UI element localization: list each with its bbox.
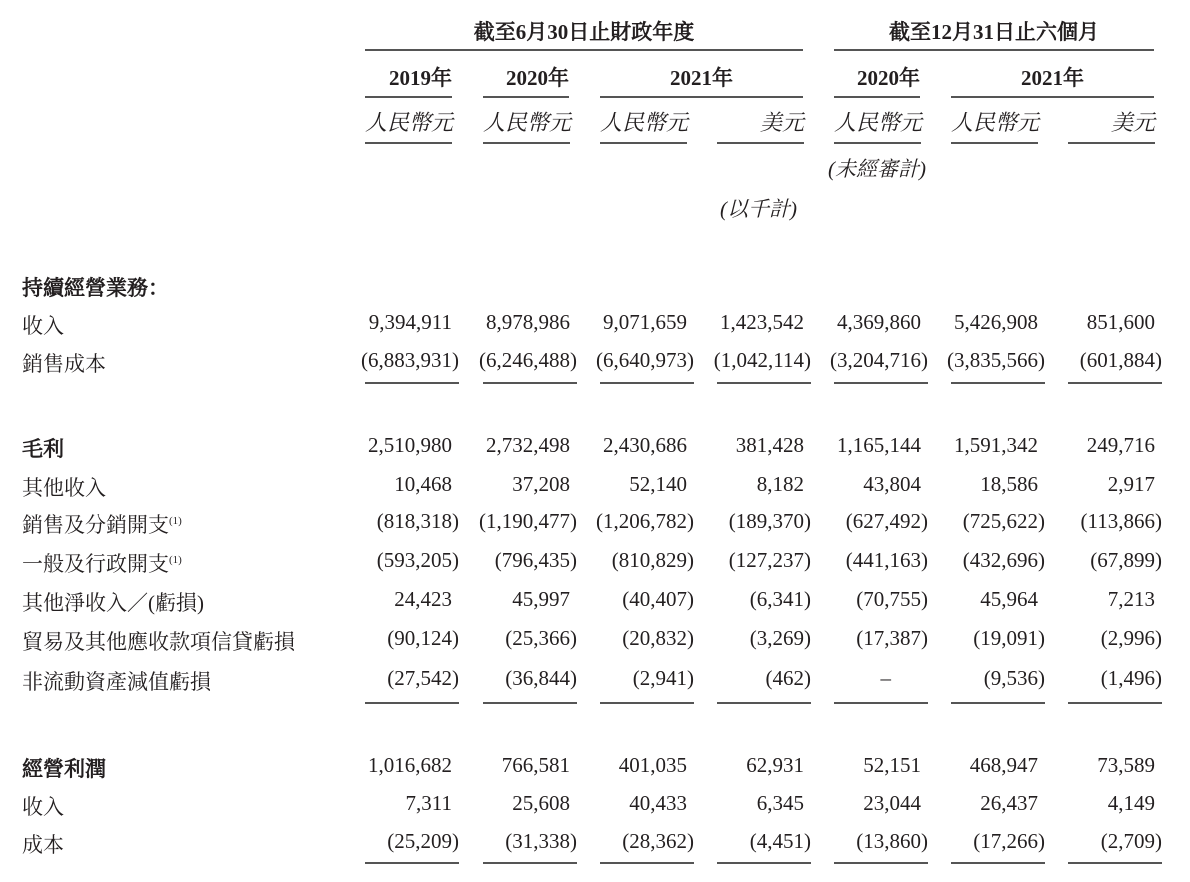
cell-value: 25,608 [512,791,570,815]
table-cell [677,666,811,691]
cell-value: 8,978,986 [486,310,570,334]
table-cell [1028,626,1162,651]
year-header: 2021年 [1021,66,1084,90]
year-header: 2019年 [389,66,452,90]
cell-value: (818,318) [376,509,459,533]
row-label [22,348,106,378]
table-cell [677,472,804,497]
table-cell [911,587,1038,612]
row-label [22,829,64,859]
row-label-text: 非流動資產減值虧損 [22,670,211,694]
table-cell [1028,472,1155,497]
divider-line [834,96,920,98]
table-cell [560,348,694,373]
currency-header: 人民幣元 [365,110,454,135]
table-cell [794,348,928,373]
cell-value: 4,369,860 [837,310,921,334]
cell-value: (31,338) [505,829,577,853]
row-label-text: 銷售及分銷開支 [22,513,169,537]
table-row [0,433,1190,461]
row-label-text: 一般及行政開支 [22,552,169,576]
table-cell [677,753,804,778]
table-cell [1028,433,1155,458]
section-title: 持續經營業務： [22,276,169,300]
cell-value: (3,269) [749,626,811,650]
table-row [0,626,1190,654]
row-label [22,472,106,502]
cell-value: (25,209) [387,829,459,853]
cell-value: (25,366) [505,626,577,650]
table-cell [677,791,804,816]
table-row [0,548,1190,576]
table-cell [677,587,811,612]
table-cell [911,472,1038,497]
table-cell [911,509,1045,534]
row-label [22,587,204,617]
table-cell [443,433,570,458]
table-cell [560,791,687,816]
table-cell [911,666,1045,691]
row-label [22,310,64,340]
row-label-text: 毛利 [22,437,64,461]
cell-value: (6,640,973) [596,348,694,372]
cell-value: 851,600 [1086,310,1155,334]
divider-line [717,862,811,864]
cell-value: (28,362) [622,829,694,853]
divider-line [600,96,803,98]
row-label [22,753,106,783]
cell-value: (1,496) [1100,666,1162,690]
table-cell [794,666,921,691]
divider-line [1068,862,1162,864]
table-cell [325,310,452,335]
table-cell [677,433,804,458]
divider-line [483,862,577,864]
cell-value: 52,140 [629,472,687,496]
divider-line [717,382,811,384]
table-cell [443,829,577,854]
table-cell [443,348,577,373]
cell-value: (113,866) [1080,509,1162,533]
divider-line [834,142,921,144]
table-cell [443,509,577,534]
divider-line [365,862,459,864]
currency-header: 人民幣元 [834,110,923,135]
table-cell [325,587,452,612]
in-thousands-note: (以千計) [720,197,797,221]
table-cell [560,472,687,497]
table-cell [560,626,694,651]
divider-line [365,96,452,98]
table-cell [1028,753,1155,778]
divider-line [483,382,577,384]
table-row [0,791,1190,819]
row-label-text: 收入 [22,795,64,819]
cell-value: (2,996) [1100,626,1162,650]
table-cell [325,348,459,373]
table-cell [911,753,1038,778]
cell-value: (17,266) [973,829,1045,853]
table-cell [911,626,1045,651]
cell-value: (13,860) [856,829,928,853]
footnote-marker: (1) [169,554,182,566]
cell-value: (127,237) [728,548,811,572]
table-row [0,310,1190,338]
cell-value: (1,206,782) [596,509,694,533]
cell-value: (6,341) [749,587,811,611]
currency-header: 人民幣元 [483,110,572,135]
table-cell [443,753,570,778]
cell-value: 9,394,911 [368,310,452,334]
table-row [0,666,1190,694]
row-label [22,791,64,821]
cell-value: (67,899) [1090,548,1162,572]
year-header: 2020年 [857,66,920,90]
divider-line [600,862,694,864]
cell-value: 2,917 [1107,472,1155,496]
currency-header: 美元 [1110,110,1155,135]
row-label [22,433,64,463]
cell-value: (9,536) [983,666,1045,690]
cell-value: 45,997 [512,587,570,611]
divider-line [834,49,1154,51]
table-cell [677,348,811,373]
divider-line [365,142,452,144]
table-cell [794,626,928,651]
table-cell [1028,310,1155,335]
cell-value: 26,437 [980,791,1038,815]
cell-value: (189,370) [728,509,811,533]
cell-value: 2,732,498 [486,433,570,457]
cell-value: (6,883,931) [361,348,459,372]
table-cell [794,753,921,778]
table-cell [1028,548,1162,573]
table-row [0,348,1190,376]
cell-value: 8,182 [756,472,804,496]
table-cell [1028,829,1162,854]
table-row [0,509,1190,537]
row-label-text: 其他淨收入／(虧損) [22,591,204,615]
divider-line [600,382,694,384]
row-label [22,509,182,539]
cell-value: 468,947 [969,753,1038,777]
divider-line [483,702,577,704]
table-cell [325,753,452,778]
cell-value: 1,423,542 [720,310,804,334]
cell-value: 43,804 [863,472,921,496]
row-label [22,548,182,578]
cell-value: (810,829) [611,548,694,572]
table-cell [560,829,694,854]
table-cell [560,587,694,612]
cell-value: (70,755) [856,587,928,611]
cell-value: (27,542) [387,666,459,690]
table-cell [443,587,570,612]
currency-header: 人民幣元 [600,110,689,135]
table-cell [911,791,1038,816]
cell-value: 52,151 [863,753,921,777]
currency-header: 人民幣元 [951,110,1040,135]
table-cell [794,587,928,612]
cell-value: (627,492) [845,509,928,533]
footnote-marker: (1) [169,515,182,527]
cell-value: 73,589 [1097,753,1155,777]
table-cell [911,829,1045,854]
table-cell [325,666,459,691]
table-cell [325,829,459,854]
divider-line [1068,702,1162,704]
period-header-six-months: 截至12月31日止六個月 [889,20,1099,44]
divider-line [951,382,1045,384]
table-cell [443,626,577,651]
cell-value: (40,407) [622,587,694,611]
cell-value: (796,435) [494,548,577,572]
row-label [22,666,211,696]
table-cell [794,472,921,497]
cell-value: 9,071,659 [603,310,687,334]
table-cell [1028,666,1162,691]
cell-value: 249,716 [1086,433,1155,457]
divider-line [1068,142,1155,144]
table-cell [560,433,687,458]
table-cell [560,666,694,691]
table-cell [325,548,459,573]
divider-line [951,862,1045,864]
table-row [0,753,1190,781]
table-cell [443,548,577,573]
row-label-text: 經營利潤 [22,757,106,781]
divider-line [951,142,1038,144]
table-row [0,829,1190,857]
divider-line [483,96,569,98]
table-cell [677,626,811,651]
divider-line [600,702,694,704]
table-cell [443,472,570,497]
cell-value: (4,451) [749,829,811,853]
divider-line [1068,382,1162,384]
table-cell [560,509,694,534]
table-cell [325,509,459,534]
table-cell [794,509,928,534]
table-cell [1028,348,1162,373]
cell-value: 7,311 [405,791,452,815]
cell-value: 1,165,144 [837,433,921,457]
unaudited-note: (未經審計) [828,157,926,181]
table-cell [560,753,687,778]
table-cell [560,310,687,335]
row-label [22,626,295,656]
cell-value: 10,468 [394,472,452,496]
table-cell [325,472,452,497]
row-label-text: 銷售成本 [22,352,106,376]
currency-header: 美元 [759,110,804,135]
table-cell [443,666,577,691]
cell-value: 24,423 [394,587,452,611]
divider-line [365,382,459,384]
table-cell [677,829,811,854]
table-cell [325,791,452,816]
cell-value: (19,091) [973,626,1045,650]
year-header: 2020年 [506,66,569,90]
year-header: 2021年 [670,66,733,90]
table-cell [911,310,1038,335]
cell-value: 766,581 [501,753,570,777]
table-row [0,472,1190,500]
cell-value: 18,586 [980,472,1038,496]
cell-value: (1,190,477) [479,509,577,533]
cell-value: 2,430,686 [603,433,687,457]
cell-value: (462) [765,666,811,690]
cell-value: 40,433 [629,791,687,815]
period-header-fiscal-year: 截至6月30日止財政年度 [473,20,695,44]
divider-line [951,702,1045,704]
table-cell [794,433,921,458]
divider-line [834,382,928,384]
divider-line [834,862,928,864]
divider-line [717,142,804,144]
cell-value: (725,622) [962,509,1045,533]
table-cell [325,626,459,651]
table-cell [1028,791,1155,816]
row-label-text: 其他收入 [22,476,106,500]
table-cell [325,433,452,458]
divider-line [717,702,811,704]
table-cell [677,310,804,335]
cell-value: (441,163) [845,548,928,572]
table-cell [911,348,1045,373]
cell-value: 2,510,980 [368,433,452,457]
table-cell [794,791,921,816]
cell-value: 1,016,682 [368,753,452,777]
divider-line [951,96,1154,98]
cell-value: (3,204,716) [830,348,928,372]
divider-line [483,142,570,144]
table-cell [794,829,928,854]
divider-line [365,49,803,51]
cell-value: – [880,666,891,690]
table-row [0,587,1190,615]
cell-value: (36,844) [505,666,577,690]
table-cell [677,509,811,534]
table-cell [911,548,1045,573]
cell-value: 37,208 [512,472,570,496]
row-label-text: 貿易及其他應收款項信貸虧損 [22,630,295,654]
cell-value: (601,884) [1079,348,1162,372]
cell-value: 23,044 [863,791,921,815]
table-cell [1028,587,1155,612]
cell-value: (1,042,114) [713,348,811,372]
divider-line [600,142,687,144]
table-cell [443,310,570,335]
cell-value: (90,124) [387,626,459,650]
table-cell [560,548,694,573]
cell-value: 45,964 [980,587,1038,611]
cell-value: 1,591,342 [954,433,1038,457]
divider-line [834,702,928,704]
cell-value: 5,426,908 [954,310,1038,334]
cell-value: 62,931 [746,753,804,777]
table-cell [794,548,928,573]
cell-value: (593,205) [376,548,459,572]
cell-value: (2,709) [1100,829,1162,853]
cell-value: (2,941) [632,666,694,690]
cell-value: 381,428 [735,433,804,457]
table-cell [443,791,570,816]
table-cell [911,433,1038,458]
cell-value: 401,035 [618,753,687,777]
cell-value: (6,246,488) [479,348,577,372]
divider-line [365,702,459,704]
row-label-text: 成本 [22,833,64,857]
cell-value: 7,213 [1107,587,1155,611]
cell-value: (20,832) [622,626,694,650]
cell-value: 6,345 [756,791,804,815]
cell-value: (17,387) [856,626,928,650]
cell-value: 4,149 [1107,791,1155,815]
row-label-text: 收入 [22,314,64,338]
table-cell [677,548,811,573]
table-cell [1028,509,1162,534]
table-cell [794,310,921,335]
cell-value: (432,696) [962,548,1045,572]
cell-value: (3,835,566) [947,348,1045,372]
